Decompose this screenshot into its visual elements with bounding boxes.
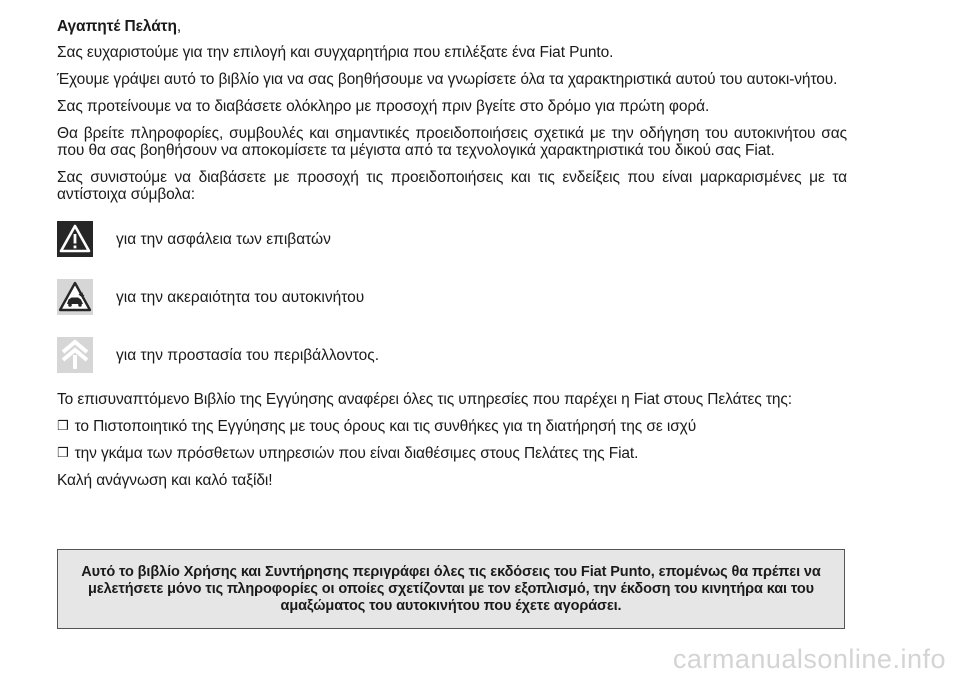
paragraph-recommend: Σας προτείνουμε να το διαβάσετε ολόκληρο με προσοχή πριν βγείτε στο δρόμο για πρώτη φορά. (57, 98, 710, 115)
symbol-label-environment: για την προστασία του περιβάλλοντος. (116, 346, 380, 364)
checkbox-bullet-icon: ❒ (57, 445, 69, 460)
warning-triangle-icon (57, 221, 93, 257)
car-damage-icon (57, 279, 93, 315)
paragraph-symbols-intro: Σας συνιστούμε να διαβάσετε με προσοχή τις προειδοποιήσεις και τις ενδείξεις που είναι μαρκαρισμένες με τα αντίστοιχα σύμβολα: (57, 169, 847, 203)
symbol-row-safety (57, 217, 847, 261)
edition-note-text: Αυτό το βιβλίο Χρήσης και Συντήρησης περιγράφει όλες τις εκδόσεις του Fiat Punto, επομένως θα πρέπει να μελετήσετε μόνο τις πληροφορίες οι οποίες σχετίζονται με τον εξοπλισμό, την έκδοση του κινητήρα και του αμαξώματος του αυτοκινήτου που έχετε αγοράσει. (81, 563, 821, 614)
paragraph-warranty: Το επισυναπτόμενο Βιβλίο της Εγγύησης αναφέρει όλες τις υπηρεσίες που παρέχει η Fiat στους Πελάτες της: (57, 391, 792, 408)
checkbox-bullet-icon: ❒ (57, 418, 69, 433)
edition-note-box (57, 549, 845, 629)
list-item (57, 445, 847, 462)
symbol-row-environment (57, 333, 847, 377)
symbol-label-car: για την ακεραιότητα του αυτοκινήτου (116, 288, 365, 306)
paragraph-info: Θα βρείτε πληροφορίες, συμβουλές και σημαντικές προειδοποιήσεις σχετικά με την οδήγηση του αυτοκινήτου σας που θα σας βοηθήσουν να αποκομίσετε τα μέγιστα από τα τεχνολογικά χαρακτηριστικά του δικού σας Fiat. (57, 125, 847, 159)
paragraph-purpose: Έχουμε γράψει αυτό το βιβλίο για να σας βοηθήσουμε να γνωρίσετε όλα τα χαρακτηριστικά αυτού του αυτοκι-νήτου. (57, 71, 838, 88)
list-item-text: την γκάμα των πρόσθετων υπηρεσιών που είναι διαθέσιμες στους Πελάτες της Fiat. (74, 445, 639, 462)
symbol-label-safety: για την ασφάλεια των επιβατών (116, 230, 331, 248)
greeting-text: Αγαπητέ Πελάτη (57, 18, 177, 35)
greeting-punct: , (176, 18, 182, 35)
greeting (57, 18, 847, 35)
list-item-text: το Πιστοποιητικό της Εγγύησης με τους όρους και τις συνθήκες για τη διατήρησή της σε ισχύ (74, 418, 697, 435)
symbol-row-car (57, 275, 847, 319)
closing-line: Καλή ανάγνωση και καλό ταξίδι! (57, 472, 273, 489)
manual-page (57, 18, 847, 499)
environment-tree-icon (57, 337, 93, 373)
list-item (57, 418, 847, 435)
paragraph-thanks: Σας ευχαριστούμε για την επιλογή και συγχαρητήρια που επιλέξατε ένα Fiat Punto. (57, 44, 614, 61)
watermark: carmanualsonline.info (672, 644, 946, 674)
symbol-legend (57, 217, 847, 377)
